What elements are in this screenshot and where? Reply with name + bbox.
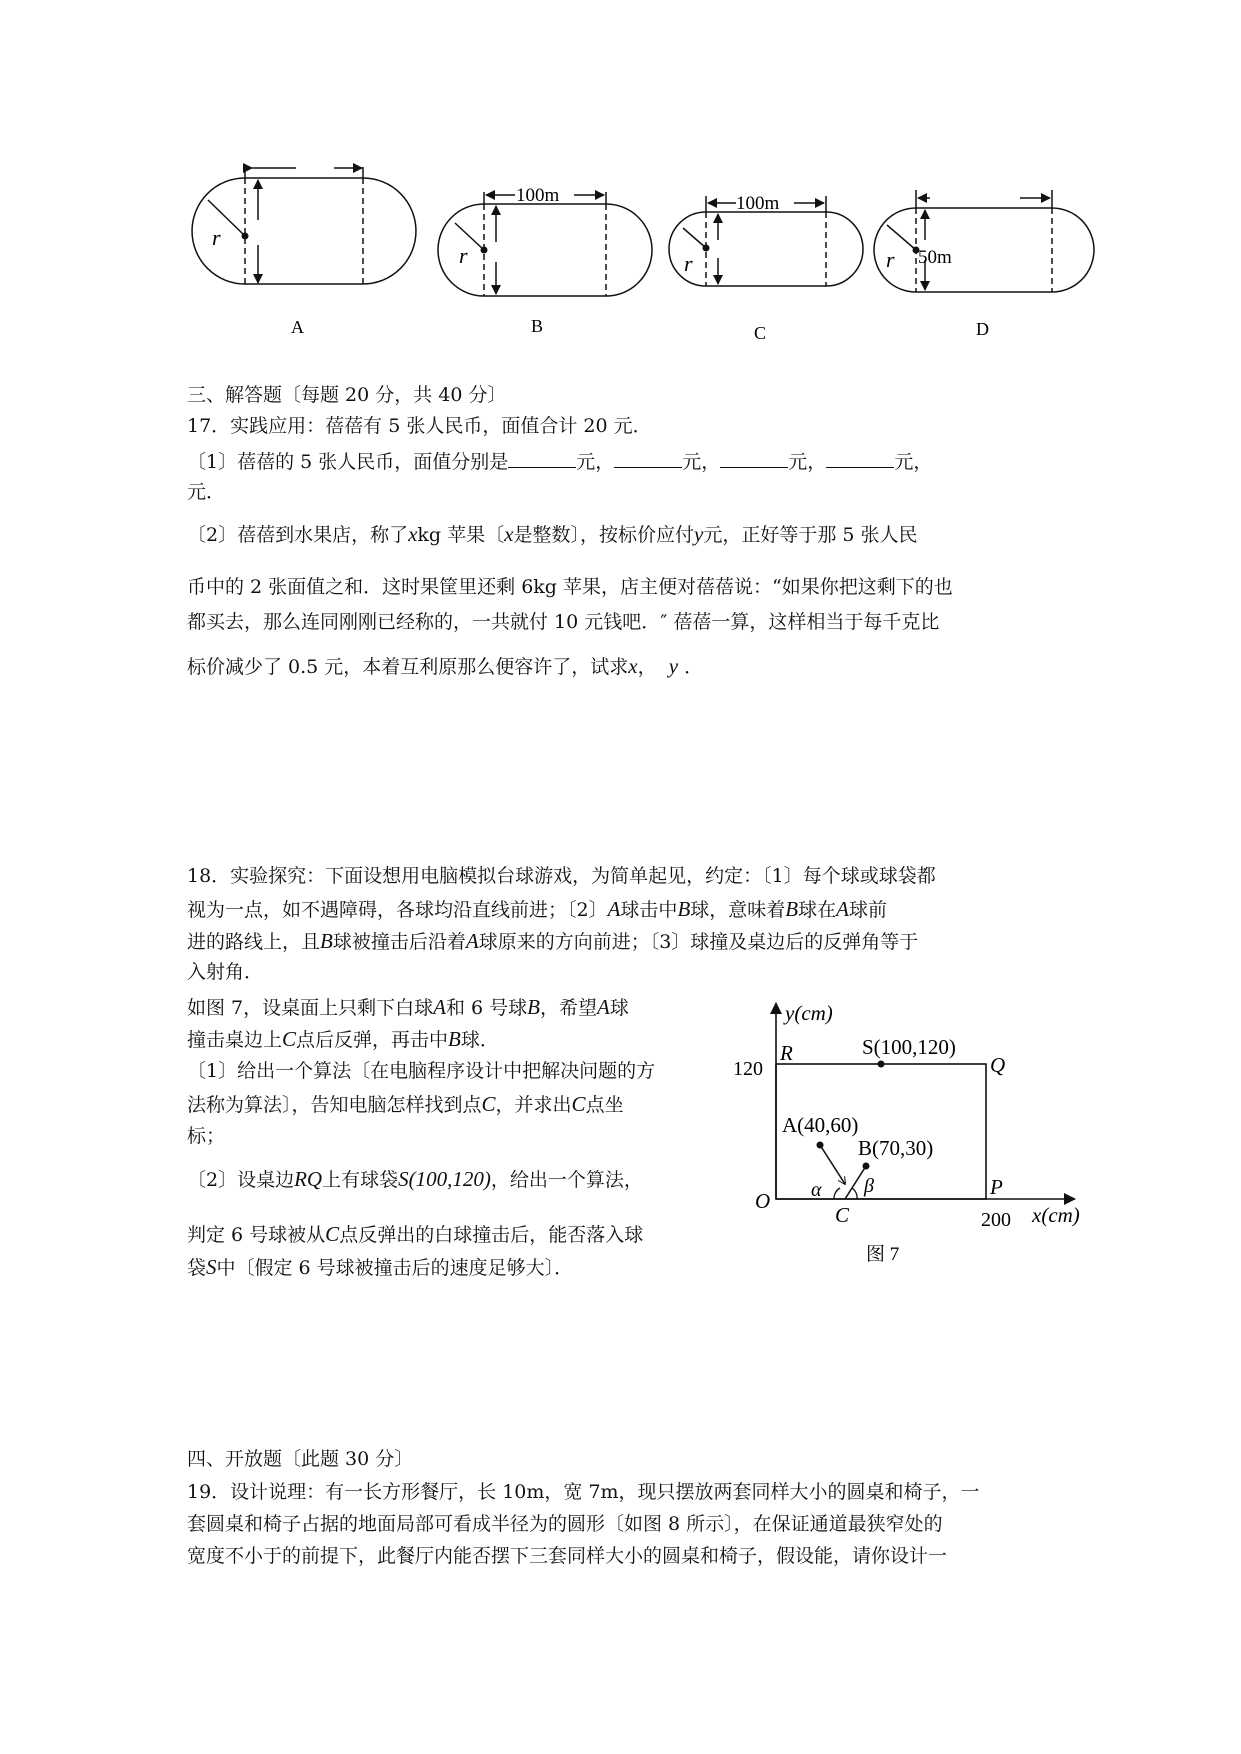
- q17-line-4: [187, 524, 917, 545]
- yuan-2: 元，: [682, 451, 721, 473]
- q18-l10c: ，给出一个算法，: [490, 1169, 643, 1191]
- q19-line-1: 19．设计说理：有一长方形餐厅，长 10m，宽 7m，现只摆放两套同样大小的圆桌和椅子，一: [187, 1481, 980, 1503]
- label-b: B(70,30): [858, 1136, 934, 1160]
- var-B-4: B: [527, 995, 540, 1019]
- label-alpha: α: [811, 1179, 822, 1201]
- q18-l5c: ，希望: [539, 997, 597, 1019]
- label-s: S(100,120): [862, 1035, 956, 1059]
- track-b-letter: B: [531, 316, 544, 336]
- var-S-point: S(100,120): [398, 1167, 491, 1191]
- answer-blank-3[interactable]: [720, 451, 788, 468]
- track-a-letter: A: [291, 317, 304, 337]
- q17-line-1: 17．实践应用：蓓蓓有 5 张人民币，面值合计 20 元．: [187, 415, 652, 437]
- q18-l6c: 球．: [460, 1029, 499, 1051]
- q17-line-3: 元．: [187, 481, 226, 503]
- path-a-to-c: [820, 1145, 845, 1184]
- var-x: x: [408, 522, 418, 546]
- q18-l2b: 球击中: [620, 899, 678, 921]
- answer-blank-2[interactable]: [614, 451, 682, 468]
- q18-line-4: 入射角．: [187, 961, 264, 983]
- var-x-2: x: [504, 522, 514, 546]
- figure-7: [720, 990, 1100, 1280]
- q17-l7b: ，: [637, 656, 657, 678]
- var-B-5: B: [448, 1027, 461, 1051]
- label-beta: β: [864, 1175, 874, 1197]
- point-a: [817, 1142, 824, 1149]
- q18-line-7: 〔1〕给出一个算法〔在电脑程序设计中把解决问题的方: [187, 1060, 656, 1082]
- q17-part1-text: 〔1〕蓓蓓的 5 张人民币，面值分别是: [187, 451, 509, 473]
- var-RQ: RQ: [294, 1167, 323, 1191]
- figure-7-caption: 图 7: [866, 1244, 900, 1265]
- y-axis-label: y(cm): [785, 1001, 833, 1025]
- var-x-3: x: [628, 654, 638, 678]
- x-tick-200: 200: [981, 1209, 1011, 1231]
- q18-line-3: [187, 931, 918, 952]
- q17-p2c: 元，正好等于那 5 张人民: [703, 524, 918, 546]
- q18-l6b: 点后反弹，再击中: [296, 1029, 449, 1051]
- q18-l6a: 撞击桌边上: [187, 1029, 283, 1051]
- var-y: y: [693, 522, 704, 546]
- q17-l7c: ．: [684, 656, 704, 678]
- q18-l8a: 法称为算法〕，告知电脑怎样找到点: [187, 1094, 482, 1116]
- q18-l2d: 球在: [798, 899, 837, 921]
- q17-line-6: 都买去，那么连同刚刚已经称的，一共就付 10 元钱吧．″ 蓓蓓一算，这样相当于每千克比: [187, 611, 940, 633]
- q18-l3c: 球原来的方向前进；〔3〕球撞及桌边后的反弹角等于: [478, 931, 919, 953]
- beta-arc: [852, 1188, 857, 1199]
- q18-l11a: 判定 6 号球被从: [187, 1224, 326, 1246]
- q18-l3b: 球被撞击后沿着: [332, 931, 466, 953]
- q18-line-8: [187, 1094, 624, 1115]
- var-A-3: A: [465, 929, 479, 953]
- var-A: A: [607, 897, 621, 921]
- alpha-arc: [834, 1188, 840, 1199]
- q19-line-3: 宽度不小于的前提下，此餐厅内能否摆下三套同样大小的圆桌和椅子，假设能，请你设计一: [187, 1545, 948, 1567]
- track-figures: [0, 0, 1241, 360]
- var-A-4: A: [433, 995, 446, 1019]
- yuan-3: 元，: [788, 451, 827, 473]
- track-c-letter: C: [754, 323, 767, 343]
- q17-p2a: 〔2〕蓓蓓到水果店，称了: [187, 524, 409, 546]
- q18-line-12: [187, 1257, 573, 1278]
- q18-l11b: 点反弹出的白球撞击后，能否落入球: [339, 1224, 644, 1246]
- q17-kg: kg 苹果〔: [417, 524, 505, 546]
- answer-blank-4[interactable]: [826, 451, 894, 468]
- q18-l5b: 和 6 号球: [445, 997, 528, 1019]
- track-c-r: r: [684, 251, 693, 276]
- section-3-heading: 三、解答题〔每题 20 分，共 40 分〕: [187, 384, 507, 406]
- track-d-r: r: [886, 247, 895, 272]
- q18-l8b: ，并求出: [495, 1094, 572, 1116]
- var-B: B: [677, 897, 691, 921]
- q18-l5a: 如图 7，设桌面上只剩下白球: [187, 997, 434, 1019]
- var-C-2: C: [481, 1092, 496, 1116]
- q17-p2b: 是整数〕，按标价应付: [513, 524, 694, 546]
- q18-l10b: 上有球袋: [322, 1169, 399, 1191]
- q19-line-2: 套圆桌和椅子占据的地面局部可看成半径为的圆形〔如图 8 所示〕，在保证通道最狭窄处的: [187, 1513, 943, 1535]
- q18-l2: 视为一点，如不遇障碍，各球均沿直线前进；〔2〕: [187, 899, 608, 921]
- q18-line-2: [187, 899, 887, 920]
- track-b-r: r: [459, 243, 468, 268]
- q18-line-11: [187, 1224, 643, 1245]
- track-b-top: 100m: [516, 185, 560, 206]
- track-c-top: 100m: [736, 193, 780, 214]
- track-d-letter: D: [976, 319, 989, 339]
- track-a: [192, 167, 416, 284]
- var-B-2: B: [785, 897, 799, 921]
- var-C-4: C: [325, 1222, 340, 1246]
- label-c: C: [835, 1203, 850, 1227]
- q18-l10a: 〔2〕设桌边: [187, 1169, 295, 1191]
- y-tick-120: 120: [733, 1058, 763, 1080]
- var-C: C: [282, 1027, 297, 1051]
- point-s: [878, 1061, 885, 1068]
- q18-l3a: 进的路线上，且: [187, 931, 321, 953]
- track-d-mid: 50m: [918, 247, 952, 268]
- x-axis-label: x(cm): [1032, 1203, 1080, 1227]
- q18-l12a: 袋: [187, 1257, 207, 1279]
- path-c-to-b: [845, 1166, 866, 1199]
- q18-line-1: 18．实验探究：下面设想用电脑模拟台球游戏，为简单起见，约定：〔1〕每个球或球袋都: [187, 865, 936, 887]
- answer-blank-1[interactable]: [508, 451, 576, 468]
- var-y-2: y: [668, 654, 679, 678]
- var-A-2: A: [836, 897, 849, 921]
- var-C-3: C: [571, 1092, 586, 1116]
- q18-line-5: [187, 997, 629, 1018]
- q18-l12b: 中〔假定 6 号球被撞击后的速度足够大〕．: [216, 1257, 574, 1279]
- var-A-5: A: [596, 995, 610, 1019]
- q17-line-2: [187, 451, 932, 472]
- q18-l2c: 球，意味着: [690, 899, 786, 921]
- var-S: S: [206, 1255, 217, 1279]
- label-q: Q: [990, 1053, 1006, 1077]
- q18-l5d: 球: [609, 997, 629, 1019]
- label-a: A(40,60): [782, 1113, 859, 1137]
- track-d: [874, 190, 1094, 292]
- yuan-4: 元，: [894, 451, 933, 473]
- q18-l2e: 球前: [848, 899, 887, 921]
- yuan-1: 元，: [576, 451, 615, 473]
- track-b: [438, 192, 652, 296]
- label-o: O: [755, 1189, 771, 1213]
- point-b: [863, 1163, 870, 1170]
- q18-l8c: 点坐: [585, 1094, 624, 1116]
- section-4-heading: 四、开放题〔此题 30 分〕: [187, 1448, 414, 1470]
- q17-line-7: [187, 656, 703, 677]
- label-p: P: [990, 1175, 1003, 1199]
- q17-line-5: 币中的 2 张面值之和．这时果筐里还剩 6kg 苹果，店主便对蓓蓓说：“如果你把这剩下的也: [187, 576, 953, 598]
- q18-line-6: [187, 1029, 499, 1050]
- q18-line-10: [187, 1169, 643, 1190]
- q17-l7a: 标价减少了 0.5 元，本着互利原那么便容许了，试求: [187, 656, 629, 678]
- track-a-r: r: [212, 225, 221, 250]
- label-r: R: [780, 1041, 793, 1065]
- var-B-3: B: [320, 929, 333, 953]
- q18-line-9: 标；: [187, 1125, 226, 1147]
